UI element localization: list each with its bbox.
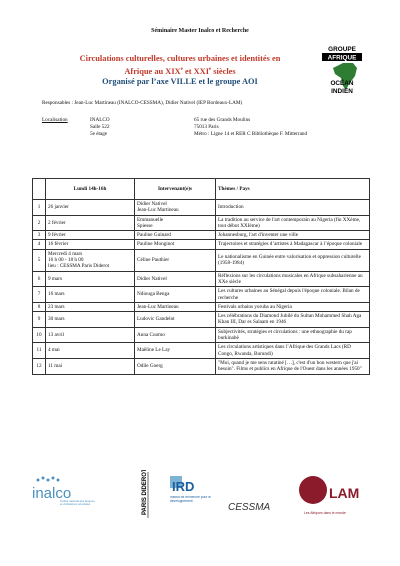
- cell-theme: Les cultures urbaines au Sénégal depuis l'époque coloniale. Bilan de recherche: [216, 287, 370, 303]
- svg-text:inalco: inalco: [32, 485, 72, 502]
- cell-num: 2: [33, 215, 46, 231]
- table-row: [33, 240, 370, 249]
- cell-who: Ludovic Gandelot: [135, 312, 216, 328]
- cell-num: 10: [33, 327, 46, 343]
- table-row: [33, 287, 370, 303]
- svg-text:PARIS DIDEROT: PARIS DIDEROT: [142, 470, 148, 515]
- table-header-row: [33, 179, 370, 200]
- cell-theme: Subjectivités, stratégies et circulations : une ethnographie du rap burkinabè: [216, 327, 370, 343]
- cell-num: 9: [33, 312, 46, 328]
- partner-logos: [30, 470, 376, 530]
- logo-line-2: AFRIQUE: [327, 54, 357, 62]
- logo-line-3: OCÉAN: [330, 80, 354, 87]
- cell-theme: Introduction: [216, 200, 370, 216]
- header-themes: Thèmes / Pays: [216, 179, 370, 200]
- cell-num: 5: [33, 249, 46, 271]
- groupe-afrique-ocean-indien-logo: [319, 44, 365, 96]
- location-address: 65 rue des Grands Moulins 75013 Paris Métro : Ligne 14 et RER C Bibliothèque F. Mitterrand: [194, 117, 308, 137]
- cell-num: 11: [33, 343, 46, 359]
- cessma-logo: [228, 502, 271, 513]
- location-label: Localisation: [42, 117, 68, 123]
- table-row: [33, 231, 370, 240]
- cell-theme: "Moi, quand je me sens ratatiné […], c'est d'un bon western que j'ai besoin". Films et publics en Afrique de l'Ouest dans les années 1950": [216, 358, 370, 374]
- cell-date: 9 février: [46, 231, 135, 240]
- svg-text:Les Afriques dans le monde: Les Afriques dans le monde: [304, 511, 346, 515]
- cell-who: Jean-Luc Martineau: [135, 302, 216, 311]
- cell-who: Pauline Monginot: [135, 240, 216, 249]
- seminar-label: Séminaire Master Inalco et Recherche: [151, 28, 249, 34]
- table-row: [33, 343, 370, 359]
- title-line-1: Circulations culturelles, cultures urbaines et identités en: [79, 54, 281, 63]
- logo-line-4: INDIEN: [331, 88, 353, 95]
- inalco-logo: inalco Institut national des langues et civilisations orientales: [32, 477, 96, 523]
- cell-who: Céline Pauthier: [135, 249, 216, 271]
- document-title: [40, 54, 320, 87]
- cell-who: Didier Nativel: [135, 271, 216, 287]
- cell-who: Pauline Guinard: [135, 231, 216, 240]
- cell-date: 4 mai: [46, 343, 135, 359]
- cell-theme: La tradition au service de l'art contemporain au Nigeria (fin XXème, tout début XXIème): [216, 215, 370, 231]
- responsables-line: Responsables : Jean-Luc Martineau (INALCO-CESSMA), Didier Nativel (IEP Bordeaux-LAM): [42, 100, 243, 106]
- cell-who: Odile Goerg: [135, 358, 216, 374]
- cell-who: Ndiouga Benga: [135, 287, 216, 303]
- cell-date: 13 avril: [46, 327, 135, 343]
- cell-date: 11 mai: [46, 358, 135, 374]
- header-num: [33, 179, 46, 200]
- schedule-table: [32, 178, 370, 375]
- paris-diderot-logo: [142, 470, 148, 518]
- cell-theme: Les circulations artistiques dans l’Afrique des Grands Lacs (RD Congo, Rwanda, Burundi): [216, 343, 370, 359]
- cell-date: 23 mars: [46, 302, 135, 311]
- table-row: [33, 200, 370, 216]
- cell-who: Maëline Le Lay: [135, 343, 216, 359]
- cell-date: 30 mars: [46, 312, 135, 328]
- cell-num: 6: [33, 271, 46, 287]
- title-line-3: Organisé par l’axe VILLE et le groupe AOI: [102, 76, 258, 86]
- ird-logo: IRD Institut de recherche pour le développement: [170, 476, 216, 510]
- lam-logo: [299, 476, 359, 515]
- svg-text:CESSMA: CESSMA: [228, 502, 271, 513]
- cell-num: 12: [33, 358, 46, 374]
- table-row: [33, 249, 370, 271]
- header-speakers: Intervenant(e)s: [135, 179, 216, 200]
- cell-who: Anna Cuomo: [135, 327, 216, 343]
- cell-who: Emmanuelle Spiesse: [135, 215, 216, 231]
- cell-num: 3: [33, 231, 46, 240]
- cell-theme: Réflexions sur les circulations musicales en Afrique subsaharienne au XXe siècle: [216, 271, 370, 287]
- table-row: [33, 215, 370, 231]
- table-row: [33, 312, 370, 328]
- cell-date: 26 janvier: [46, 200, 135, 216]
- schedule-body: [33, 200, 370, 375]
- cell-date: 9 mars: [46, 271, 135, 287]
- table-row: [33, 327, 370, 343]
- header-date: Lundi 14h-16h: [46, 179, 135, 200]
- cell-num: 4: [33, 240, 46, 249]
- cell-who: Didier Nativel Jean-Luc Martineau: [135, 200, 216, 216]
- cell-num: 8: [33, 302, 46, 311]
- cell-date: 16 février: [46, 240, 135, 249]
- logo-line-1: GROUPE: [328, 46, 356, 53]
- table-row: [33, 302, 370, 311]
- cell-date: 2 février: [46, 215, 135, 231]
- cell-theme: Festivals urbains yoruba au Nigeria: [216, 302, 370, 311]
- table-row: [33, 358, 370, 374]
- svg-text:LAM: LAM: [329, 485, 360, 501]
- cell-date: 16 mars: [46, 287, 135, 303]
- title-line-2: Afrique au XIXe et XXIe siècles: [124, 66, 236, 76]
- location-venue: INALCO Salle 522 5e étage: [90, 117, 110, 137]
- cell-theme: Johannesburg, l'art d'inventer une ville: [216, 231, 370, 240]
- table-row: [33, 271, 370, 287]
- cell-num: 1: [33, 200, 46, 216]
- cell-date: Mercredi 4 mars 16 h 00 - 18 h 00 lieu : CESSMA Paris Diderot: [46, 249, 135, 271]
- cell-theme: Le nationalisme en Guinée entre valorisation et oppression culturelle (1958-1984): [216, 249, 370, 271]
- cell-theme: Trajectoires et stratégies d’artistes à Madagascar à l’époque coloniale: [216, 240, 370, 249]
- cell-num: 7: [33, 287, 46, 303]
- svg-text:IRD: IRD: [172, 479, 195, 494]
- cell-theme: Les célébrations du Diamond Jubilé du Sultan Mohammed Shah Aga Khan III, Dar es Salaam en 1946: [216, 312, 370, 328]
